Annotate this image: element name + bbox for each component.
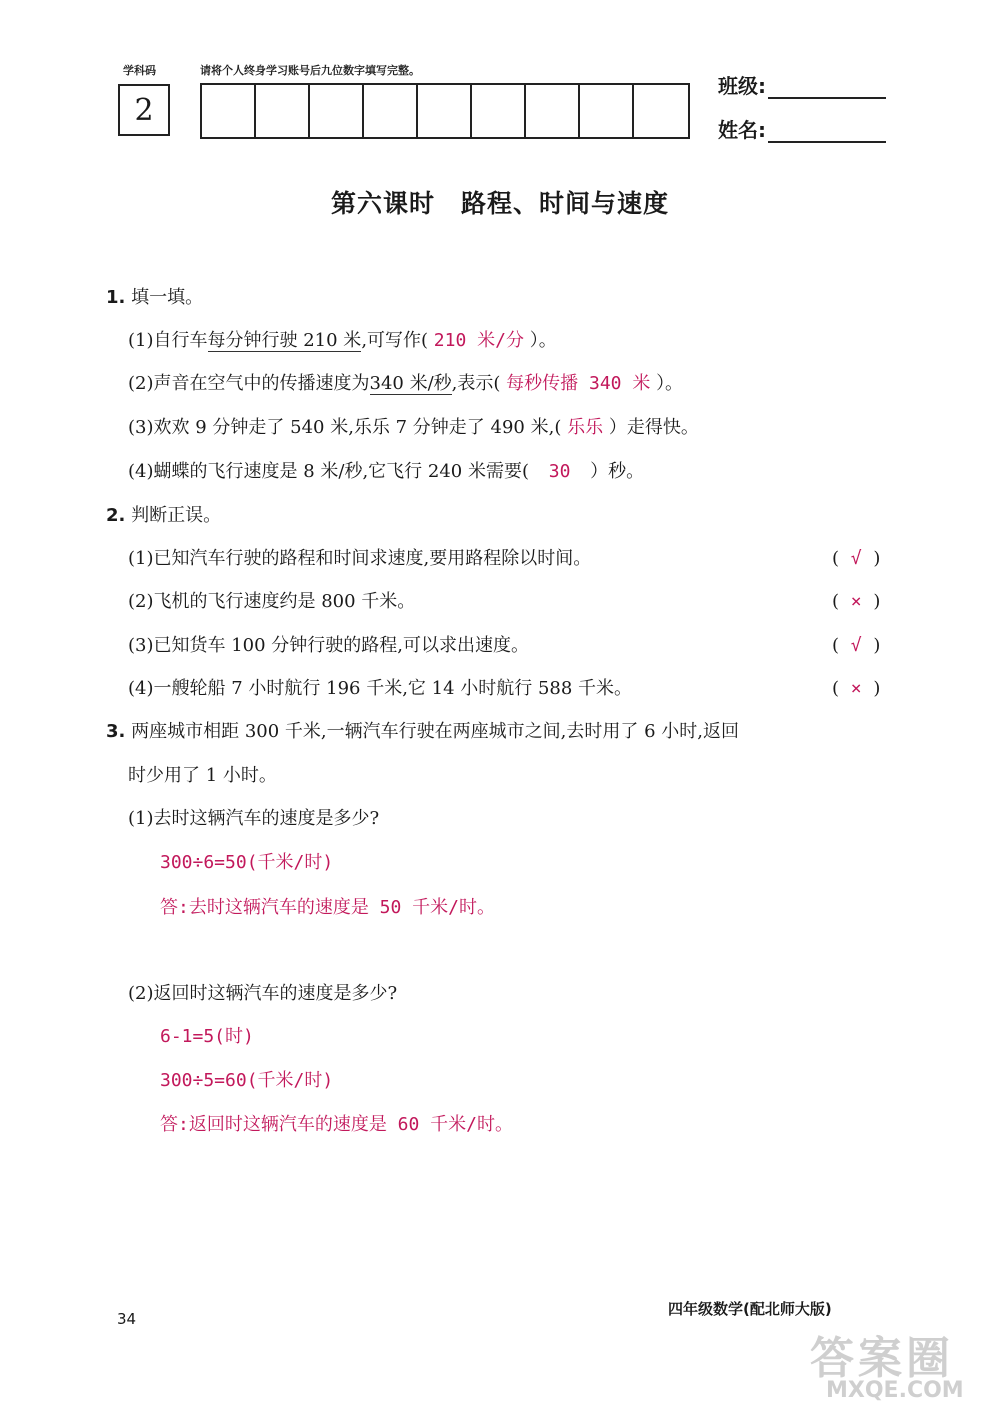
q2-text: 判断正误。	[131, 505, 222, 526]
subject-code-box	[118, 84, 170, 136]
check-mark-icon: √	[850, 548, 862, 569]
q1-2-mid: ,表示(	[451, 373, 501, 394]
watermark-logo: 答案圈	[810, 1333, 954, 1384]
account-digit-boxes[interactable]	[200, 83, 690, 139]
q3-part2-question: (2)返回时这辆汽车的速度是多少?	[128, 983, 398, 1004]
q1-2-suffix: ）。	[656, 373, 684, 394]
paren-close: )	[873, 635, 881, 656]
q2-item-2-judgement[interactable]	[832, 591, 880, 612]
q2-item-3-judgement[interactable]	[832, 635, 880, 656]
q3-text-line1: 两座城市相距 300 千米,一辆汽车行驶在两座城市之间,去时用了 6 小时,返回	[131, 721, 739, 742]
paren-open: (	[832, 591, 840, 612]
q1-1-mid: ,可写作(	[361, 330, 429, 351]
q3-part2-calculation-2: 300÷5=60(千米/时)	[160, 1070, 334, 1091]
q1-3-suffix: ）走得快。	[608, 417, 699, 438]
q1-1-prefix: (1)自行车	[128, 330, 208, 351]
digit-cell[interactable]	[526, 85, 580, 137]
q3-part1-question: (1)去时这辆汽车的速度是多少?	[128, 808, 380, 829]
q3-part2-answer: 答:返回时这辆汽车的速度是 60 千米/时。	[160, 1114, 514, 1135]
name-field[interactable]	[718, 114, 886, 143]
digit-cell[interactable]	[310, 85, 364, 137]
name-line[interactable]	[768, 119, 886, 143]
class-line[interactable]	[768, 75, 886, 99]
q1-1-suffix: ）。	[529, 330, 557, 351]
account-instruction: 请将个人终身学习账号后九位数字填写完整。	[200, 64, 420, 77]
q1-item-3	[128, 417, 699, 439]
digit-cell[interactable]	[472, 85, 526, 137]
watermark-url: MXQE.COM	[826, 1378, 964, 1403]
paren-open: (	[832, 678, 840, 699]
digit-cell[interactable]	[580, 85, 634, 137]
paren-open: (	[832, 548, 840, 569]
subject-code: 2	[134, 92, 154, 128]
q1-2-answer: 每秒传播 340 米	[506, 373, 651, 394]
q1-3-answer: 乐乐	[567, 417, 604, 438]
q1-heading	[106, 287, 203, 309]
book-title: 四年级数学(配北师大版)	[668, 1300, 832, 1318]
paren-close: )	[873, 678, 881, 699]
q1-item-1	[128, 330, 557, 352]
class-field[interactable]	[718, 70, 886, 99]
digit-cell[interactable]	[364, 85, 418, 137]
digit-cell[interactable]	[418, 85, 472, 137]
check-mark-icon: √	[850, 635, 862, 656]
q1-item-2	[128, 373, 683, 395]
digit-cell[interactable]	[256, 85, 310, 137]
q1-4-answer: 30	[548, 461, 571, 482]
digit-cell[interactable]	[634, 85, 688, 137]
q1-1-underlined: 每分钟行驶 210 米	[207, 330, 362, 351]
paren-open: (	[832, 635, 840, 656]
cross-mark-icon: ×	[850, 591, 862, 612]
q3-text-line2: 时少用了 1 小时。	[128, 765, 277, 786]
q1-2-underlined: 340 米/秒	[369, 373, 452, 394]
name-label: 姓名:	[718, 118, 766, 142]
page-number: 34	[117, 1310, 137, 1328]
q2-item-3: (3)已知货车 100 分钟行驶的路程,可以求出速度。	[128, 635, 530, 656]
q2-heading	[106, 505, 221, 527]
q2-item-2: (2)飞机的飞行速度约是 800 千米。	[128, 591, 416, 612]
subject-code-label: 学科码	[123, 64, 156, 77]
q3-heading	[106, 721, 739, 743]
q1-1-answer: 210 米/分	[433, 330, 524, 351]
digit-cell[interactable]	[202, 85, 256, 137]
q2-item-1: (1)已知汽车行驶的路程和时间求速度,要用路程除以时间。	[128, 548, 592, 569]
q1-2-prefix: (2)声音在空气中的传播速度为	[128, 373, 370, 394]
q2-item-4-judgement[interactable]	[832, 678, 880, 699]
q1-3-prefix: (3)欢欢 9 分钟走了 540 米,乐乐 7 分钟走了 490 米,(	[128, 417, 562, 438]
paren-close: )	[873, 591, 881, 612]
q3-part1-calculation: 300÷6=50(千米/时)	[160, 852, 334, 873]
q1-number: 1.	[106, 287, 126, 308]
class-label: 班级:	[718, 74, 766, 98]
q1-4-suffix: ）秒。	[590, 461, 645, 482]
q1-text: 填一填。	[131, 287, 204, 308]
paren-close: )	[873, 548, 881, 569]
cross-mark-icon: ×	[850, 678, 862, 699]
q2-item-1-judgement[interactable]	[832, 548, 880, 569]
q3-part1-answer: 答:去时这辆汽车的速度是 50 千米/时。	[160, 897, 496, 918]
q2-number: 2.	[106, 505, 126, 526]
q1-4-prefix: (4)蝴蝶的飞行速度是 8 米/秒,它飞行 240 米需要(	[128, 461, 529, 482]
q1-item-4	[128, 461, 644, 483]
q3-part2-calculation-1: 6-1=5(时)	[160, 1026, 254, 1047]
lesson-title: 第六课时 路程、时间与速度	[330, 189, 669, 218]
q3-number: 3.	[106, 721, 126, 742]
q2-item-4: (4)一艘轮船 7 小时航行 196 千米,它 14 小时航行 588 千米。	[128, 678, 633, 699]
